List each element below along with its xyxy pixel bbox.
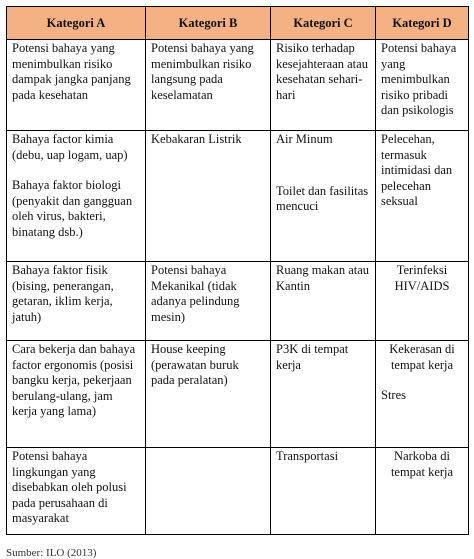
table-row <box>7 448 469 535</box>
cell-text: Stres <box>381 388 406 402</box>
table-row <box>7 40 469 131</box>
cell-text: Cara bekerja dan bahaya factor ergonomis (posisi bangku kerja, pekerjaan berulang-ulang, jam kerja yang lama) <box>12 342 136 418</box>
cell-text: Transportasi <box>276 449 339 463</box>
cell-kategori-b <box>146 40 271 131</box>
cell-text: Bahaya factor kimia (debu, uap logam, uap) <box>12 132 128 162</box>
cell-kategori-b <box>146 341 271 448</box>
cell-text: P3K di tempat kerja <box>276 342 349 372</box>
source-caption: Sumber: ILO (2013) <box>6 547 97 559</box>
cell-kategori-d <box>376 131 469 262</box>
cell-kategori-c <box>271 262 376 341</box>
cell-kategori-b <box>146 448 271 535</box>
cell-kategori-a <box>7 40 146 131</box>
table-header-row <box>7 7 469 40</box>
cell-text: Bahaya faktor biologi (penyakit dan gangguan oleh virus, bakteri, binatang dsb.) <box>12 178 133 239</box>
cell-kategori-a <box>7 448 146 535</box>
cell-kategori-a <box>7 341 146 448</box>
cell-text: Potensi bahaya Mekanikal (tidak adanya pelindung mesin) <box>151 263 240 324</box>
cell-text: Bahaya faktor fisik (bising, penerangan, getaran, iklim kerja, jatuh) <box>12 263 114 324</box>
cell-text: Pelecehan, termasuk intimidasi dan pelecehan seksual <box>381 132 453 208</box>
cell-text: Potensi bahaya yang menimbulkan risiko dampak jangka panjang pada kesehatan <box>12 41 131 102</box>
cell-kategori-c <box>271 131 376 262</box>
cell-kategori-a <box>7 262 146 341</box>
cell-text: Terinfeksi HIV/AIDS <box>394 263 450 293</box>
header-kategori-d: Kategori D <box>376 7 469 40</box>
cell-kategori-d <box>376 448 469 535</box>
cell-text: Narkoba di tempat kerja <box>390 449 454 479</box>
cell-kategori-c <box>271 40 376 131</box>
cell-text: Potensi bahaya yang menimbulkan risiko pribadi dan psikologis <box>381 41 457 117</box>
table-row <box>7 341 469 448</box>
hazard-category-table <box>6 6 469 535</box>
cell-kategori-d <box>376 262 469 341</box>
cell-kategori-b <box>146 131 271 262</box>
cell-text: Toilet dan fasilitas mencuci <box>276 183 369 213</box>
table-row <box>7 131 469 262</box>
cell-text: Air Minum <box>276 132 333 146</box>
cell-text: Risiko terhadap kesejahteraan atau kesehatan sehari-hari <box>276 41 368 102</box>
header-kategori-c: Kategori C <box>271 7 376 40</box>
cell-text: Ruang makan atau Kantin <box>276 263 370 293</box>
cell-text: Potensi bahaya yang menimbulkan risiko langsung pada keselamatan <box>151 41 254 102</box>
cell-kategori-a <box>7 131 146 262</box>
header-kategori-a: Kategori A <box>7 7 146 40</box>
cell-text: House keeping (perawatan buruk pada peralatan) <box>151 342 239 387</box>
cell-text: Potensi bahaya lingkungan yang disebabkan oleh polusi pada perusahaan di masyarakat <box>12 449 127 525</box>
cell-kategori-c <box>271 341 376 448</box>
cell-text: Kebakaran Listrik <box>151 132 242 146</box>
header-kategori-b: Kategori B <box>146 7 271 40</box>
cell-kategori-d <box>376 40 469 131</box>
table-row <box>7 262 469 341</box>
cell-text: Kekerasan di tempat kerja <box>389 342 455 372</box>
cell-kategori-b <box>146 262 271 341</box>
cell-kategori-d <box>376 341 469 448</box>
cell-kategori-c <box>271 448 376 535</box>
